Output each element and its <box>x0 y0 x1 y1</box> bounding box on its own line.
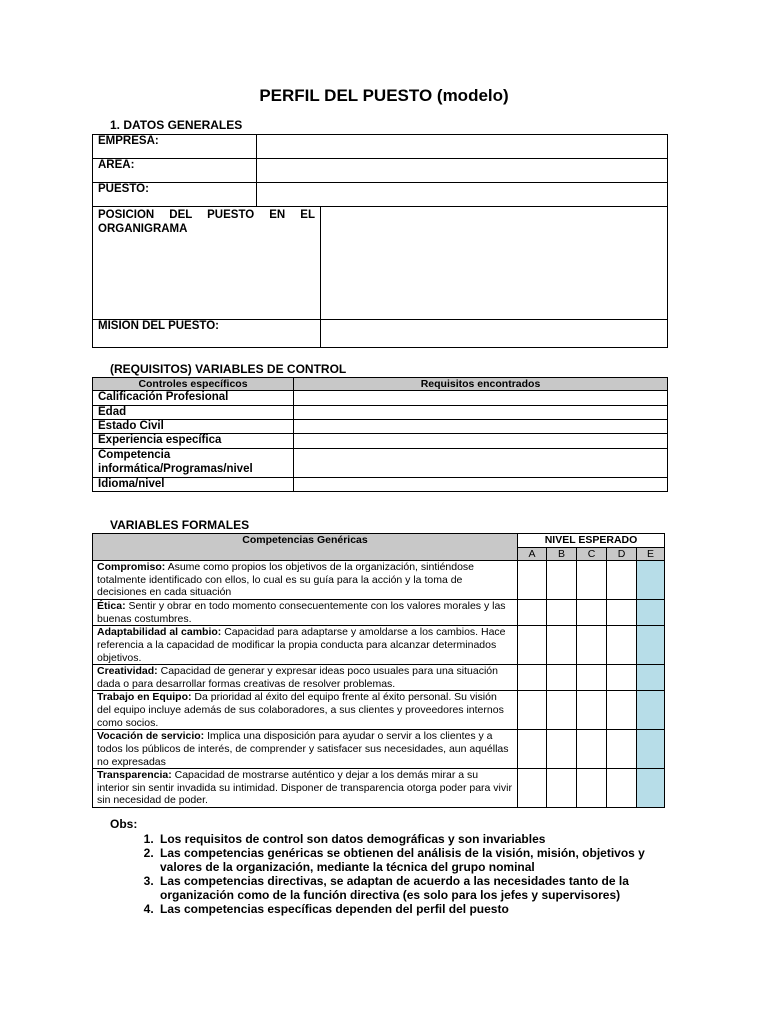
competency-name: Creatividad: <box>97 665 158 678</box>
area-label: AREA: <box>93 159 257 183</box>
section-datos-generales-heading: 1. DATOS GENERALES <box>110 118 243 132</box>
competency-name: Transparencia: <box>97 769 172 782</box>
level-c-header: C <box>577 547 607 561</box>
requisitos-header: Requisitos encontrados <box>294 378 668 391</box>
observations <box>110 817 655 916</box>
controles-header: Controles específicos <box>93 378 294 391</box>
mision-label: MISION DEL PUESTO: <box>93 320 321 348</box>
control-row-label: Calificación Profesional <box>93 391 294 406</box>
competency-desc: Capacidad de mostrarse auténtico y dejar a los demás mirar a su interior sin sentir invadida su intimidad. Disponer de transparencia otorga poder para vivir sin necesidad de poder. <box>97 769 512 807</box>
level-d-cell[interactable] <box>607 691 637 730</box>
obs-item: 3. Las competencias directivas, se adaptan de acuerdo a las necesidades tanto de la organización como de la función directiva (es solo para los jefes y supervisores) <box>157 874 655 902</box>
level-e-cell[interactable] <box>637 691 665 730</box>
competency-text <box>93 600 518 626</box>
level-d-cell[interactable] <box>607 665 637 691</box>
section-variables-formales-heading: VARIABLES FORMALES <box>110 518 250 532</box>
control-row-label: Experiencia específica <box>93 434 294 449</box>
level-a-cell[interactable] <box>518 691 547 730</box>
control-row-value[interactable] <box>294 420 668 434</box>
level-c-cell[interactable] <box>577 730 607 769</box>
competency-text <box>93 626 518 665</box>
competency-name: Trabajo en Equipo: <box>97 691 192 704</box>
control-row-label: Competencia informática/Programas/nivel <box>93 449 294 478</box>
competency-row <box>93 769 665 808</box>
puesto-label: PUESTO: <box>93 183 257 207</box>
level-b-cell[interactable] <box>547 600 577 626</box>
competency-row <box>93 691 665 730</box>
obs-label: Obs: <box>110 817 138 831</box>
level-a-header: A <box>518 547 547 561</box>
obs-item: 1. Los requisitos de control son datos demográficas y son invariables <box>157 832 655 846</box>
area-field[interactable] <box>257 159 668 183</box>
competency-desc: Sentir y obrar en todo momento consecuentemente con los valores morales y las buenas costumbres. <box>97 600 506 625</box>
puesto-field[interactable] <box>257 183 668 207</box>
competency-row <box>93 665 665 691</box>
level-c-cell[interactable] <box>577 600 607 626</box>
level-e-cell[interactable] <box>637 626 665 665</box>
competency-text <box>93 665 518 691</box>
control-row-value[interactable] <box>294 434 668 449</box>
competency-row <box>93 626 665 665</box>
competency-name: Adaptabilidad al cambio: <box>97 626 222 639</box>
variables-formales-table <box>92 533 665 808</box>
level-b-cell[interactable] <box>547 769 577 808</box>
control-row-value[interactable] <box>294 406 668 420</box>
level-d-cell[interactable] <box>607 561 637 600</box>
level-b-cell[interactable] <box>547 730 577 769</box>
control-row-value[interactable] <box>294 478 668 492</box>
empresa-field[interactable] <box>257 135 668 159</box>
level-a-cell[interactable] <box>518 665 547 691</box>
level-d-cell[interactable] <box>607 769 637 808</box>
level-b-header: B <box>547 547 577 561</box>
competency-text <box>93 769 518 808</box>
competency-name: Vocación de servicio: <box>97 730 205 743</box>
level-d-cell[interactable] <box>607 730 637 769</box>
level-e-cell[interactable] <box>637 730 665 769</box>
level-a-cell[interactable] <box>518 730 547 769</box>
competency-text <box>93 691 518 730</box>
mision-field[interactable] <box>321 320 668 348</box>
posicion-field[interactable] <box>321 207 668 320</box>
level-b-cell[interactable] <box>547 691 577 730</box>
level-a-cell[interactable] <box>518 626 547 665</box>
page-title: PERFIL DEL PUESTO (modelo) <box>259 86 509 105</box>
level-e-cell[interactable] <box>637 600 665 626</box>
level-c-cell[interactable] <box>577 561 607 600</box>
level-d-header: D <box>607 547 637 561</box>
control-row-label: Edad <box>93 406 294 420</box>
competency-text <box>93 730 518 769</box>
section-variables-control-heading: (REQUISITOS) VARIABLES DE CONTROL <box>110 362 347 376</box>
competency-desc: Capacidad de generar y expresar ideas poco usuales para una situación dada o para desarrollar formas creativas de resolver problemas. <box>97 665 498 690</box>
level-b-cell[interactable] <box>547 665 577 691</box>
competency-row <box>93 730 665 769</box>
competency-desc: Asume como propios los objetivos de la organización, sintiéndose totalmente identificado con ellos, lo cual es su guía para la acción y la toma de decisiones en cada situación <box>97 561 475 599</box>
level-e-cell[interactable] <box>637 665 665 691</box>
competency-desc: Implica una disposición para ayudar o servir a los clientes y a todos los públicos de interés, de comprender y satisfacer sus necesidades, aun aquéllas no expresadas <box>97 730 509 768</box>
control-row-label: Idioma/nivel <box>93 478 294 492</box>
level-a-cell[interactable] <box>518 600 547 626</box>
level-a-cell[interactable] <box>518 561 547 600</box>
level-e-cell[interactable] <box>637 769 665 808</box>
competencias-header: Competencias Genéricas <box>93 534 518 561</box>
competency-row <box>93 600 665 626</box>
obs-item: 4. Las competencias específicas dependen del perfil del puesto <box>157 902 655 916</box>
level-d-cell[interactable] <box>607 600 637 626</box>
level-d-cell[interactable] <box>607 626 637 665</box>
control-row-label: Estado Civil <box>93 420 294 434</box>
level-c-cell[interactable] <box>577 691 607 730</box>
obs-list <box>110 832 655 916</box>
competency-name: Compromiso: <box>97 561 166 574</box>
level-c-cell[interactable] <box>577 665 607 691</box>
competency-name: Ética: <box>97 600 126 613</box>
level-e-header: E <box>637 547 665 561</box>
datos-generales-table <box>92 134 668 348</box>
competency-row <box>93 561 665 600</box>
level-e-cell[interactable] <box>637 561 665 600</box>
posicion-label: POSICION DEL PUESTO EN EL ORGANIGRAMA <box>93 207 321 320</box>
competency-text <box>93 561 518 600</box>
competency-desc: Capacidad para adaptarse y amoldarse a los cambios. Hace referencia a la capacidad de modificar la propia conducta para alcanzar determinados objetivos. <box>97 626 506 664</box>
level-c-cell[interactable] <box>577 626 607 665</box>
level-b-cell[interactable] <box>547 626 577 665</box>
obs-item: 2. Las competencias genéricas se obtienen del análisis de la visión, misión, objetivos y valores de la organización, mediante la técnica del grupo nominal <box>157 846 655 874</box>
nivel-esperado-header: NIVEL ESPERADO <box>518 534 665 548</box>
empresa-label: EMPRESA: <box>93 135 257 159</box>
competency-desc: Da prioridad al éxito del equipo frente al éxito personal. Su visión del equipo incluye además de sus colaboradores, a sus clientes y proveedores internos como socios. <box>97 691 504 729</box>
control-row-value[interactable] <box>294 391 668 406</box>
level-b-cell[interactable] <box>547 561 577 600</box>
level-c-cell[interactable] <box>577 769 607 808</box>
control-row-value[interactable] <box>294 449 668 478</box>
variables-control-table <box>92 377 668 492</box>
level-a-cell[interactable] <box>518 769 547 808</box>
